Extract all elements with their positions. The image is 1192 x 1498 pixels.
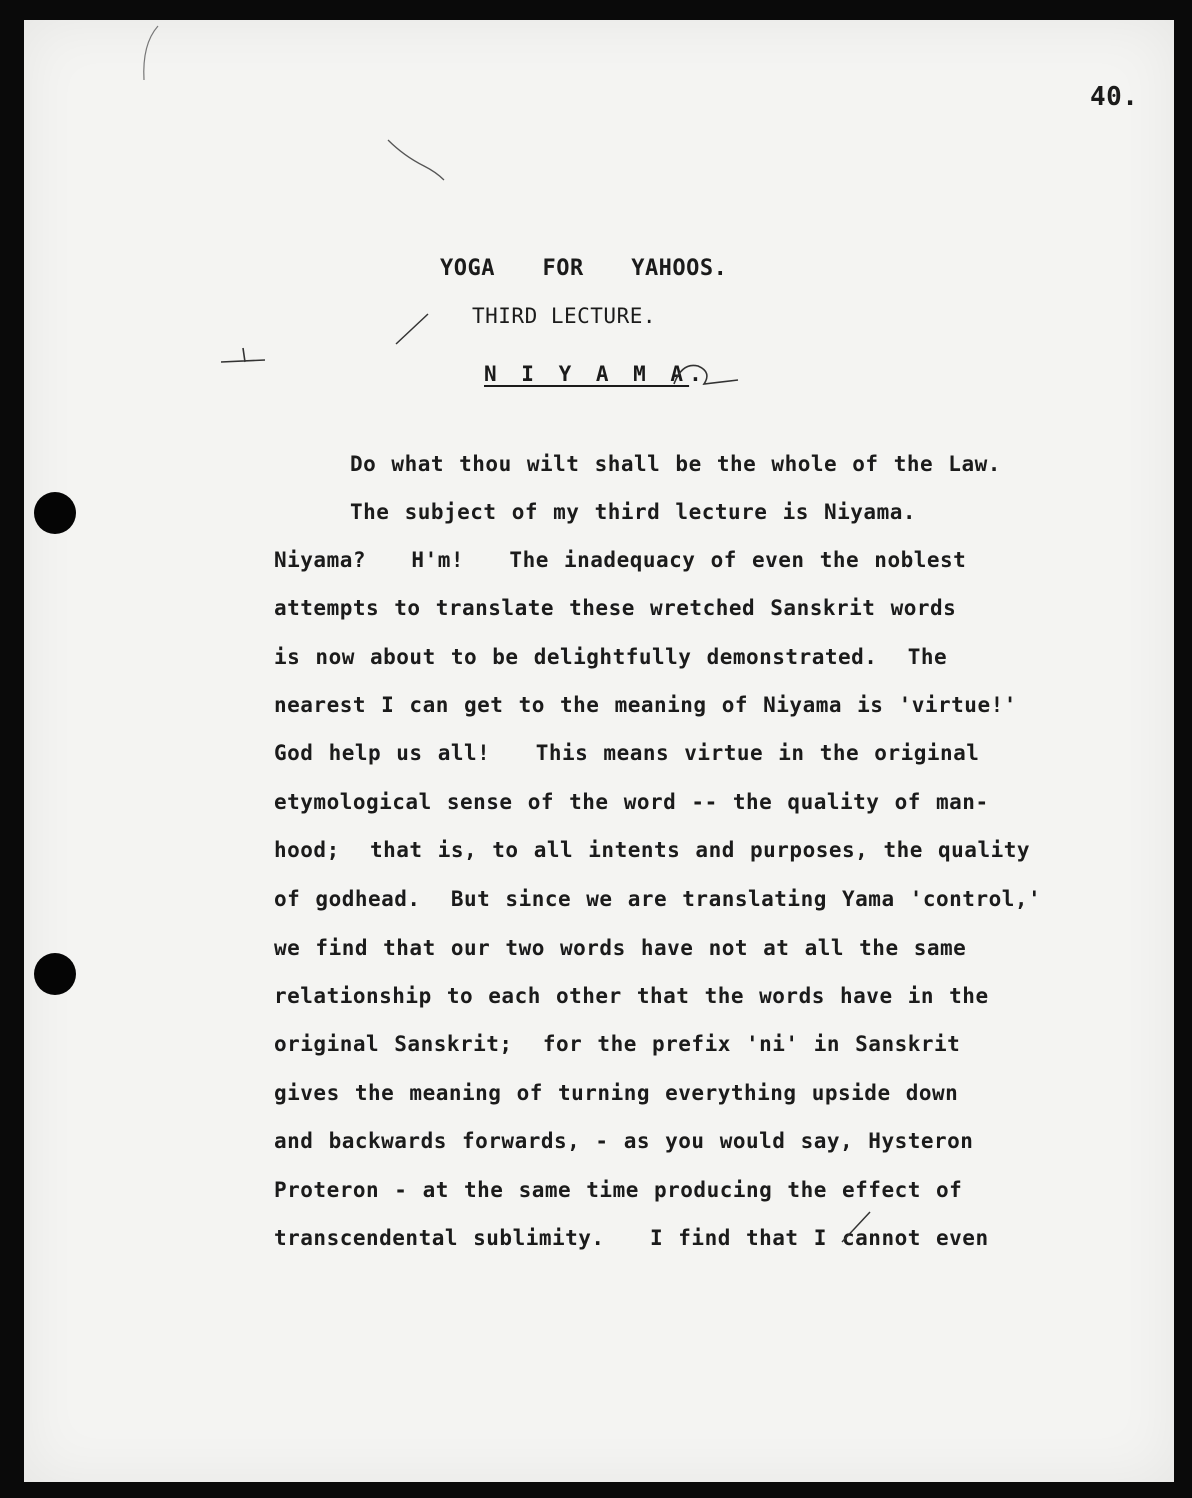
typewritten-page: [24, 20, 1174, 1482]
document-title: YOGA FOR YAHOOS.: [440, 256, 728, 281]
punch-hole-top: [34, 492, 76, 534]
punch-hole-bottom: [34, 953, 76, 995]
body-line: relationship to each other that the words have in the: [274, 984, 989, 1008]
body-line: The subject of my third lecture is Niyama.: [350, 500, 917, 524]
pencil-mark-corner: [134, 24, 164, 84]
body-line: nearest I can get to the meaning of Niyama is 'virtue!': [274, 693, 1017, 717]
pencil-mark-top: [384, 136, 454, 186]
body-line: and backwards forwards, - as you would say, Hysteron: [274, 1129, 974, 1153]
body-line: gives the meaning of turning everything upside down: [274, 1081, 959, 1105]
section-heading: [484, 362, 708, 386]
body-line: we find that our two words have not at all the same: [274, 936, 967, 960]
body-line: original Sanskrit; for the prefix 'ni' in Sanskrit: [274, 1032, 961, 1056]
pencil-mark-margin: [219, 340, 279, 370]
body-line: Niyama? H'm! The inadequacy of even the noblest: [274, 548, 967, 572]
body-line: Proteron - at the same time producing the effect of: [274, 1178, 963, 1202]
body-line: is now about to be delightfully demonstrated. The: [274, 645, 948, 669]
pencil-mark-slash: [392, 310, 432, 350]
body-line: hood; that is, to all intents and purposes, the quality: [274, 838, 1031, 862]
body-line: transcendental sublimity. I find that I cannot even: [274, 1226, 989, 1250]
body-line: God help us all! This means virtue in the original: [274, 741, 980, 765]
lecture-subtitle: THIRD LECTURE.: [472, 304, 657, 328]
body-line: Do what thou wilt shall be the whole of the Law.: [350, 452, 1001, 476]
body-line: of godhead. But since we are translating Yama 'control,': [274, 887, 1042, 911]
section-heading-period: .: [689, 362, 708, 386]
body-line: attempts to translate these wretched Sanskrit words: [274, 596, 957, 620]
page-number: 40.: [1090, 82, 1139, 112]
section-heading-text: N I Y A M A: [484, 362, 690, 386]
body-line: etymological sense of the word -- the quality of man-: [274, 790, 989, 814]
